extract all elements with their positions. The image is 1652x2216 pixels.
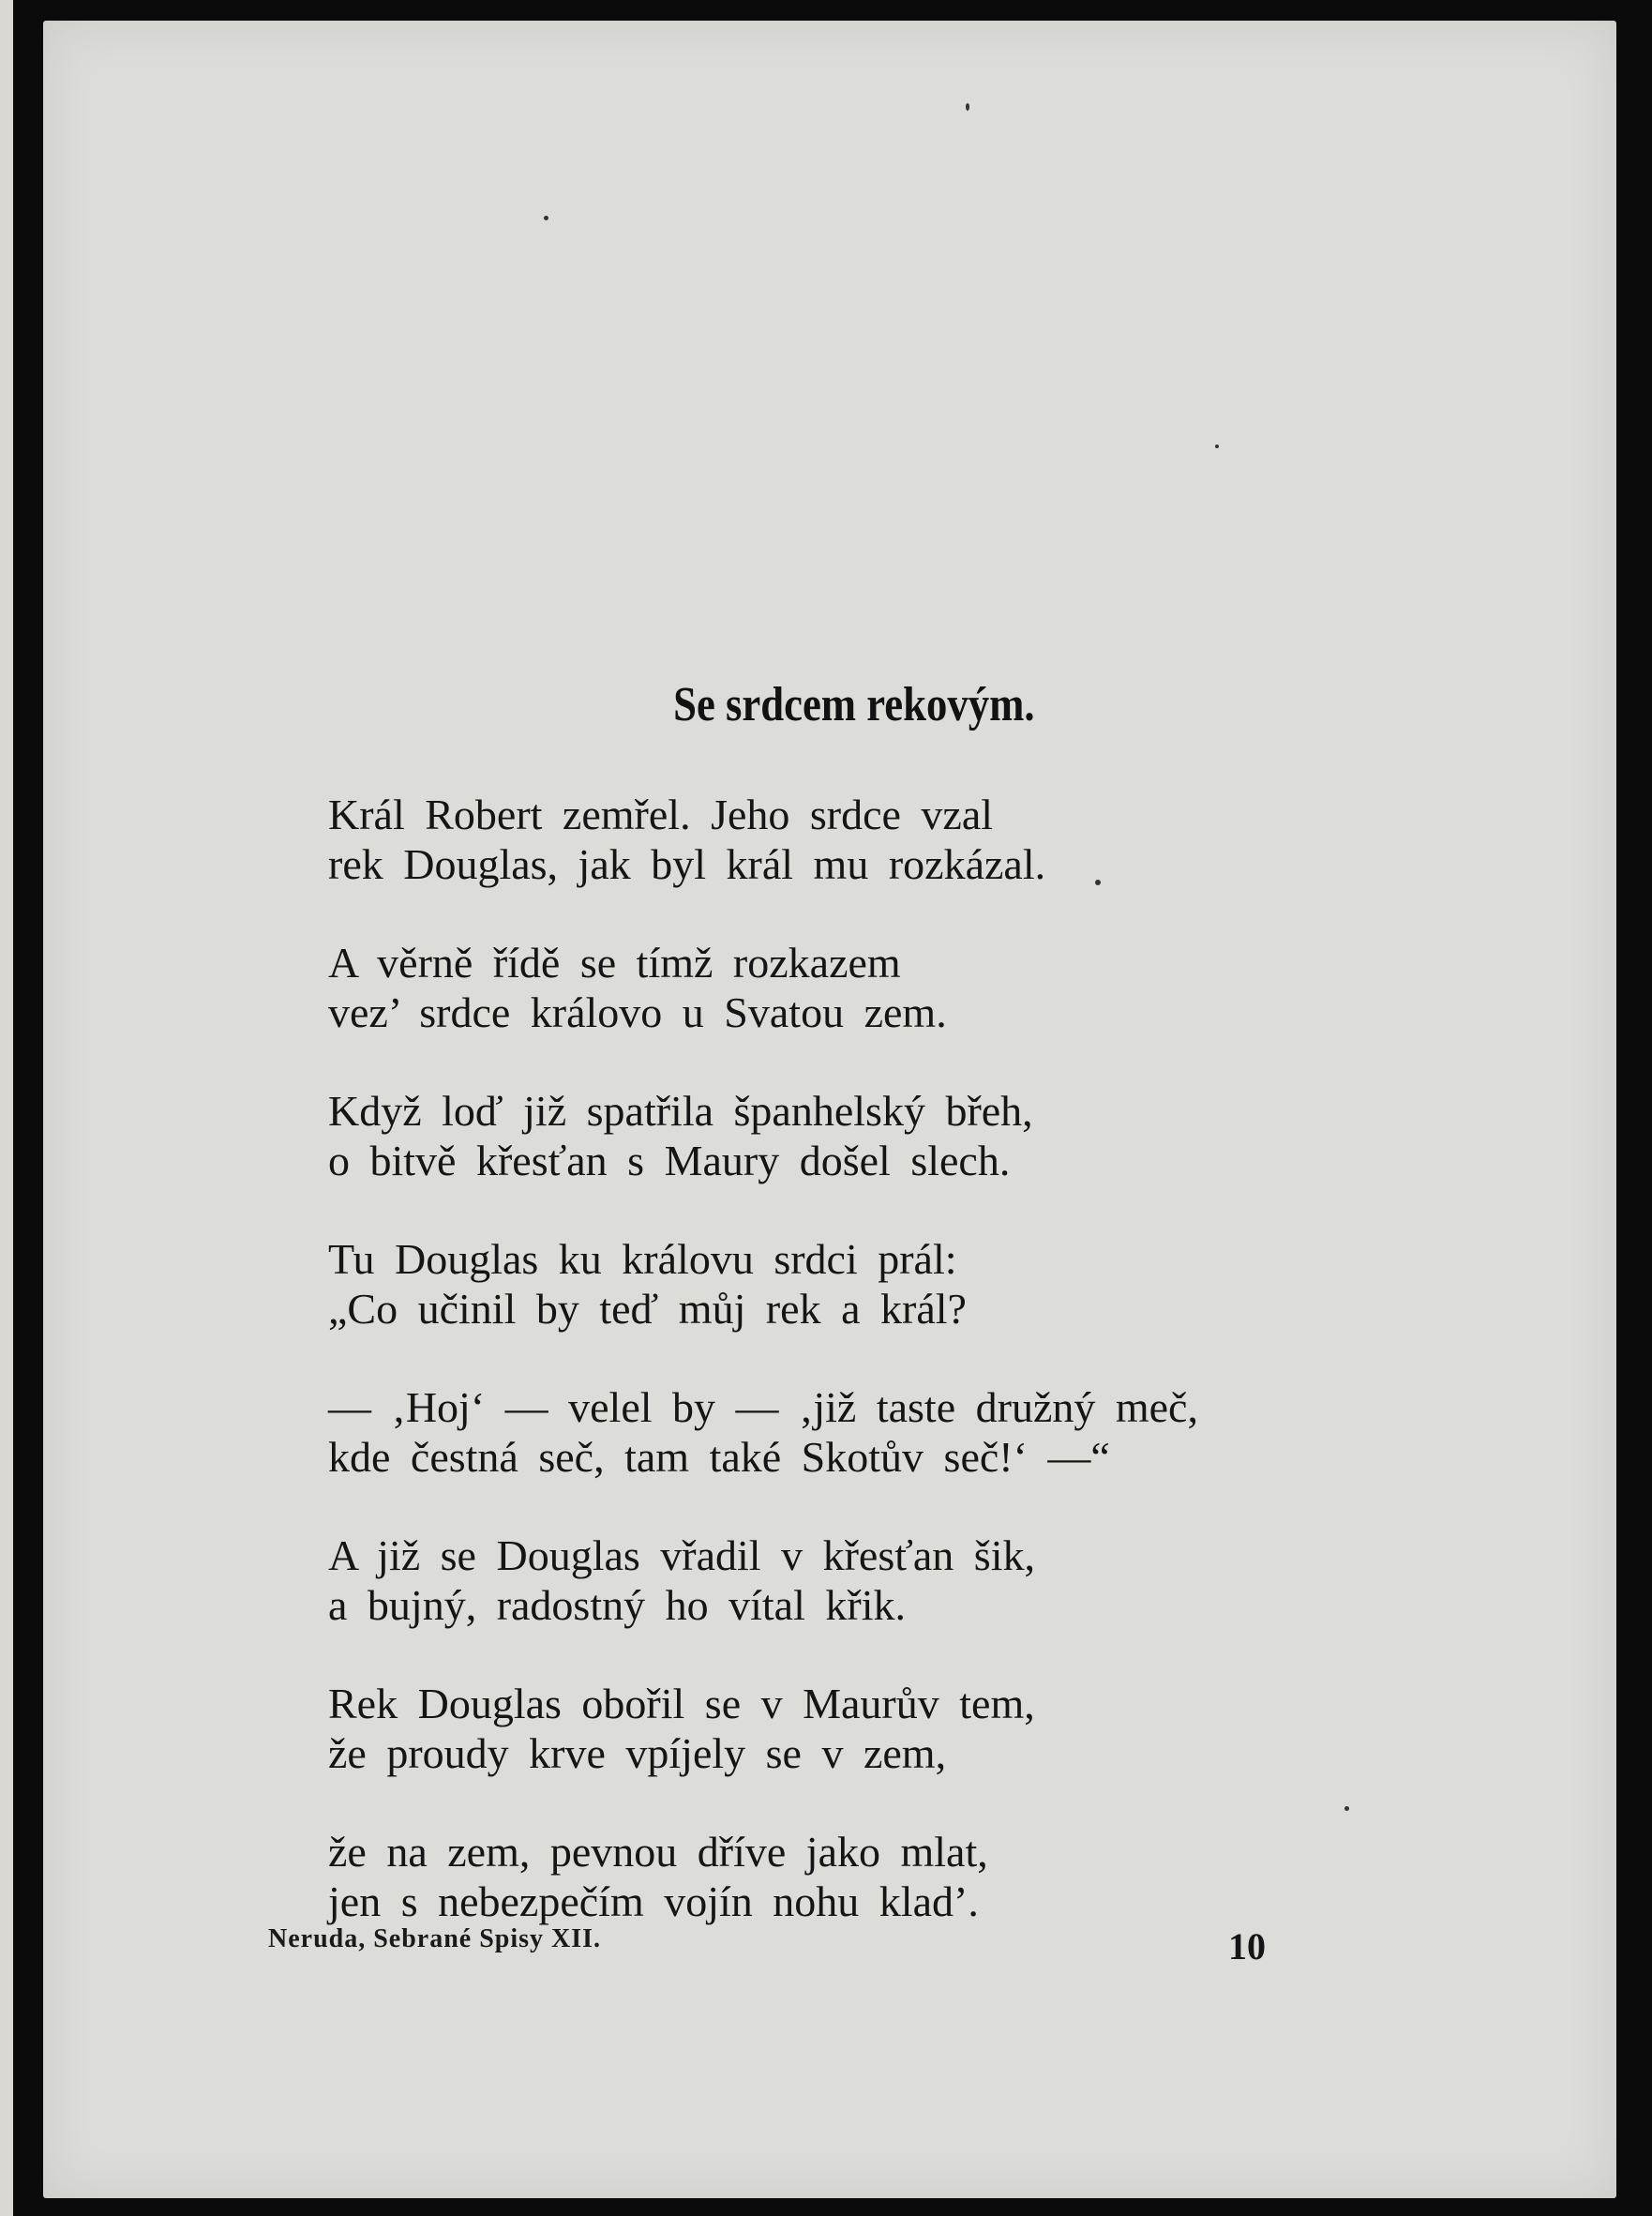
poem-title: Se srdcem rekovým. xyxy=(673,678,1035,731)
stanza xyxy=(328,938,1378,1037)
stanza xyxy=(328,1827,1378,1926)
verse-line: a bujný, radostný ho vítal křik. xyxy=(328,1581,906,1629)
stanza xyxy=(328,790,1378,889)
stanza xyxy=(328,1679,1378,1778)
verse-line: rek Douglas, jak byl král mu rozkázal. xyxy=(328,840,1046,888)
stanza xyxy=(328,1382,1378,1482)
verse-line: kde čestná seč, tam také Skotův seč!‘ —“ xyxy=(328,1433,1110,1481)
verse-line: Tu Douglas ku královu srdci prál: xyxy=(328,1235,957,1283)
stanza xyxy=(328,1234,1378,1334)
verse-line: A věrně řídě se tímž rozkazem xyxy=(328,939,901,987)
verse-line: že na zem, pevnou dříve jako mlat, xyxy=(328,1828,988,1876)
book-page xyxy=(43,21,1616,2198)
dust-speck xyxy=(1095,880,1101,885)
dust-speck xyxy=(1215,445,1219,448)
verse-line: Král Robert zemřel. Jeho srdce vzal xyxy=(328,791,994,838)
stanza xyxy=(328,1086,1378,1185)
sheet-number: 10 xyxy=(1228,1925,1266,1967)
facing-page-edge xyxy=(0,0,13,2216)
verse-line: vez’ srdce královo u Svatou zem. xyxy=(328,988,947,1036)
verse-line: o bitvě křesťan s Maury došel slech. xyxy=(328,1137,1011,1184)
dust-speck xyxy=(544,216,548,220)
verse-line: že proudy krve vpíjely se v zem, xyxy=(328,1729,947,1777)
dust-speck xyxy=(1344,1806,1349,1811)
signature-line: Neruda, Sebrané Spisy XII. xyxy=(268,1924,602,1953)
verse-line: jen s nebezpečím vojín nohu klad’. xyxy=(328,1877,979,1925)
verse-line: „Co učinil by teď můj rek a král? xyxy=(328,1285,967,1333)
poem-body xyxy=(328,790,1378,1975)
verse-line: — ‚Hoj‘ — velel by — ‚již taste družný meč, xyxy=(328,1383,1198,1431)
stanza xyxy=(328,1530,1378,1630)
dust-speck xyxy=(966,103,969,111)
verse-line: Když loď již spatřila španhelský břeh, xyxy=(328,1087,1033,1135)
verse-line: Rek Douglas obořil se v Maurův tem, xyxy=(328,1680,1035,1727)
verse-line: A již se Douglas vřadil v křesťan šik, xyxy=(328,1531,1035,1579)
